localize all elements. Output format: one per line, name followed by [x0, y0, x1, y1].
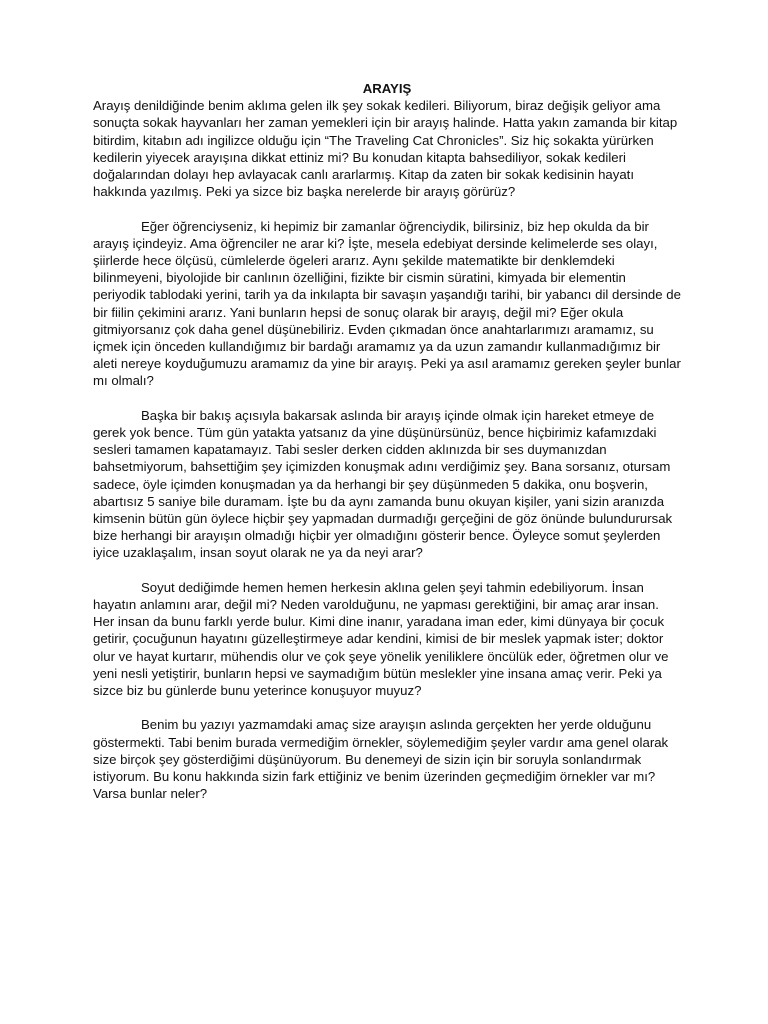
paragraph-3: Başka bir bakış açısıyla bakarsak aslında bir arayış içinde olmak için hareket etmeye de gerek yok bence. Tüm gün yatakta yatsanız da yine düşünürsünüz, bence hiçbirimiz kafamızdaki sesleri tamamen kapatamayız. Tabi sesler derken cidden aklınızda bir ses duymanızdan bahsetmiyorum, bahsettiğim şey içimizden konuşmak adını verdiğimiz şey. Bana sorsanız, otursam sadece, öyle içimden konuşmadan ya da herhangi bir şey düşünmeden 5 dakika, onu boşverin, abartısız 5 saniye bile duramam. İşte bu da aynı zamanda bunu okuyan kişiler, yani sizin aranızda kimsenin bütün gün öylece hiçbir şey yapmadan durmadığı gerçeğini de göz önünde bulundurursak bize herhangi bir arayışın olmadığı hiçbir yer olmadığını gösterir bence. Öyleyce somut şeylerden iyice uzaklaşalım, insan soyut olarak ne ya da neyi arar? — [93, 407, 673, 561]
paragraph-5: Benim bu yazıyı yazmamdaki amaç size arayışın aslında gerçekten her yerde olduğunu göstermekti. Tabi benim burada vermediğim örnekler, söylemediğim şeyler vardır ama genel olarak size birçok şey gösterdiğimi düşünüyorum. Bu denemeyi de sizin için bir soruyla sonlandırmak istiyorum. Bu konu hakkında sizin fark ettiğiniz ve benim üzerinden geçmediğim örnekler var mı? Varsa bunlar neler? — [93, 717, 669, 802]
document-body — [93, 80, 681, 820]
paragraph-2: Eğer öğrenciyseniz, ki hepimiz bir zamanlar öğrenciydik, bilirsiniz, biz hep okulda da bir arayış içindeyiz. Ama öğrenciler ne arar ki? İşte, mesela edebiyat dersinde kelimelerde ses olayı, şiirlerde hece ölçüsü, cümlelerde ögeleri ararız. Aynı şekilde matematikte bir denklemdeki bilinmeyeni, biyolojide bir canlının özelliğini, fizikte bir cismin süratini, kimyada bir elementin periyodik tablodaki yerini, tarih ya da inkılapta bir savaşın yaşandığı tarihi, bir yabancı dil dersinde de bir fiilin çekimini ararız. Yani bunların hepsi de sonuç olarak bir arayış, değil mi? Eğer okula gitmiyorsanız çok daha genel düşünebiliriz. Evden çıkmadan önce anahtarlarımızı aramamız, su içmek için önceden kullandığımız bir bardağı aramamız ya da uzun zamandır kullanmadığımız bir aleti nereye koyduğumuzu aramamız da yine bir arayış. Peki ya asıl aramamız gereken şeyler bunlar mı olmalı? — [93, 218, 681, 389]
paragraph-1: Arayış denildiğinde benim aklıma gelen ilk şey sokak kedileri. Biliyorum, biraz değişik geliyor ama sonuçta sokak hayvanları her zaman yemekleri için bir arayış halinde. Hatta yakın zamanda bir kitap bitirdim, kitabın adı ingilizce olduğu için “The Traveling Cat Chronicles”. Siz hiç sokakta yürürken kedilerin yiyecek arayışına dikkat ettiniz mi? Bu konudan kitapta bahsediliyor, sokak kedileri doğalarından dolayı hep avlayacak canlı ararlarmış. Kitap da zaten bir sokak kedisinin hayatı hakkında yazılmış. Peki ya sizce biz başka nerelerde bir arayış görürüz? — [93, 98, 678, 200]
paragraph-4: Soyut dediğimde hemen hemen herkesin aklına gelen şeyi tahmin edebiliyorum. İnsan hayatın anlamını arar, değil mi? Neden varolduğunu, ne yapması gerektiğini, bir amaç arar insan. Her insan da bunu farklı yerde bulur. Kimi dine inanır, yaradana iman eder, kimi dünyaya bir çocuk getirir, çocuğunun hayatını güzelleştirmeye adar kendini, kimisi de bir meslek yapmak ister; doktor olur ve hayat kurtarır, mühendis olur ve çok şeye yönelik yeniliklere öncülük eder, öğretmen olur ve yeni nesli yetiştirir, bunların hepsi ve saymadığım bütün meslekler yine insana amaç verir. Peki ya sizce biz bu günlerde bunu yeterince konuşuyor muyuz? — [93, 579, 669, 699]
document-title: ARAYIŞ — [362, 81, 412, 96]
